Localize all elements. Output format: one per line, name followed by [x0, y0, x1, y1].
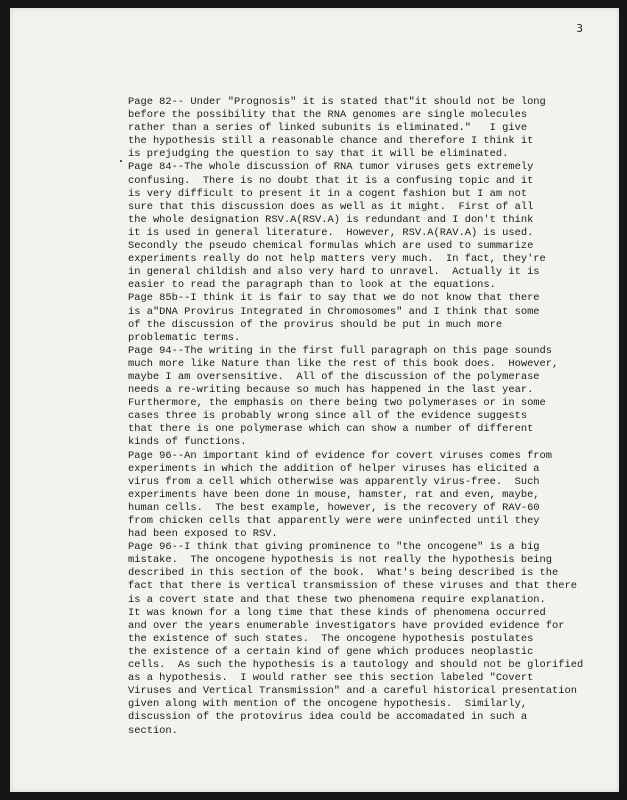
text-line: the existence of a certain kind of gene which produces neoplastic — [128, 645, 534, 658]
text-line: is very difficult to present it in a cogent fashion but I am not — [128, 187, 528, 200]
text-line: of the discussion of the provirus should be put in much more — [128, 318, 503, 331]
text-line: it is used in general literature. However, RSV.A(RAV.A) is used. — [128, 226, 534, 239]
text-line: It was known for a long time that these kinds of phenomena occurred — [128, 606, 546, 619]
text-line: experiments have been done in mouse, hamster, rat and even, maybe, — [128, 488, 540, 501]
text-line: mistake. The oncogene hypothesis is not really the hypothesis being — [128, 554, 553, 567]
text-line: before the possibility that the RNA genomes are single molecules — [128, 109, 528, 122]
text-line: kinds of functions. — [128, 436, 247, 449]
text-line: the whole designation RSV.A(RSV.A) is redundant and I don't think — [128, 213, 534, 226]
text-line: is a"DNA Provirus Integrated in Chromosomes" and I think that some — [128, 305, 540, 318]
text-line: much more like Nature than like the rest of this book does. However, — [128, 357, 559, 370]
text-line: Furthermore, the emphasis on there being two polymerases or in some — [128, 397, 546, 410]
text-line: discussion of the protovirus idea could be accomadated in such a — [128, 711, 528, 724]
text-line: human cells. The best example, however, is the recovery of RAV-60 — [128, 501, 540, 514]
text-line: section. — [128, 724, 178, 737]
text-line: and over the years enumerable investigators have provided evidence for — [128, 619, 565, 632]
text-line: as a hypothesis. I would rather see this section labeled "Covert — [128, 672, 534, 685]
text-line: from chicken cells that apparently were were uninfected until they — [128, 515, 540, 527]
text-line: Viruses and Vertical Transmission" and a careful historical presentation — [128, 685, 577, 698]
text-line: had been exposed to RSV. — [128, 528, 278, 541]
text-line: Secondly the pseudo chemical formulas which are used to summarize — [128, 240, 534, 253]
paper-sheet — [10, 8, 619, 792]
text-line: given along with mention of the oncogene hypothesis. Similarly, — [128, 698, 528, 711]
text-line: experiments in which the addition of helper viruses has elicited a — [128, 462, 540, 475]
text-line: Page 84--The whole discussion of RNA tumor viruses gets extremely — [128, 161, 534, 174]
text-line: is a covert state and that these two phenomena require explanation. — [128, 593, 546, 606]
margin-mark — [120, 160, 122, 162]
text-line: problematic terms. — [128, 331, 241, 344]
text-line: fact that there is vertical transmission of these viruses and that there — [128, 580, 577, 593]
text-line: experiments really do not help matters very much. In fact, they're — [128, 253, 546, 266]
text-line: is prejudging the question to say that it will be eliminated. — [128, 148, 509, 161]
text-line: in general childish and also very hard to unravel. Actually it is — [128, 266, 540, 279]
text-line: cells. As such the hypothesis is a tautology and should not be glorified — [128, 659, 584, 672]
text-line: easier to read the paragraph than to look at the equations. — [128, 279, 496, 292]
text-line: Page 85b--I think it is fair to say that we do not know that there — [128, 292, 540, 305]
text-line: needs a re-writing because so much has happened in the last year. — [128, 384, 534, 397]
text-line: described in this section of the book. What's being described is the — [128, 567, 559, 580]
body-text — [128, 96, 598, 738]
text-line: Page 94--The writing in the first full paragraph on this page sounds — [128, 344, 553, 357]
text-line: Page 82-- Under "Prognosis" it is stated that"it should not be long — [128, 96, 546, 108]
text-line: confusing. There is no doubt that it is a confusing topic and it — [128, 174, 534, 187]
text-line: cases three is probably wrong since all of the evidence suggests — [128, 410, 528, 423]
text-line: virus from a cell which otherwise was apparently virus-free. Such — [128, 475, 540, 488]
text-line: the existence of such states. The oncogene hypothesis postulates — [128, 632, 534, 645]
text-line: Page 96--I think that giving prominence to "the oncogene" is a big — [128, 541, 540, 554]
text-line: that there is one polymerase which can show a number of different — [128, 423, 534, 436]
text-line: rather than a series of linked subunits is eliminated." I give — [128, 122, 528, 135]
text-line: maybe I am oversensitive. All of the discussion of the polymerase — [128, 370, 540, 383]
text-line: Page 96--An important kind of evidence for covert viruses comes from — [128, 449, 553, 462]
text-line: sure that this discussion does as well as it might. First of all — [128, 200, 534, 213]
page-number: 3 — [576, 22, 583, 35]
text-line: the hypothesis still a reasonable chance and therefore I think it — [128, 135, 534, 148]
